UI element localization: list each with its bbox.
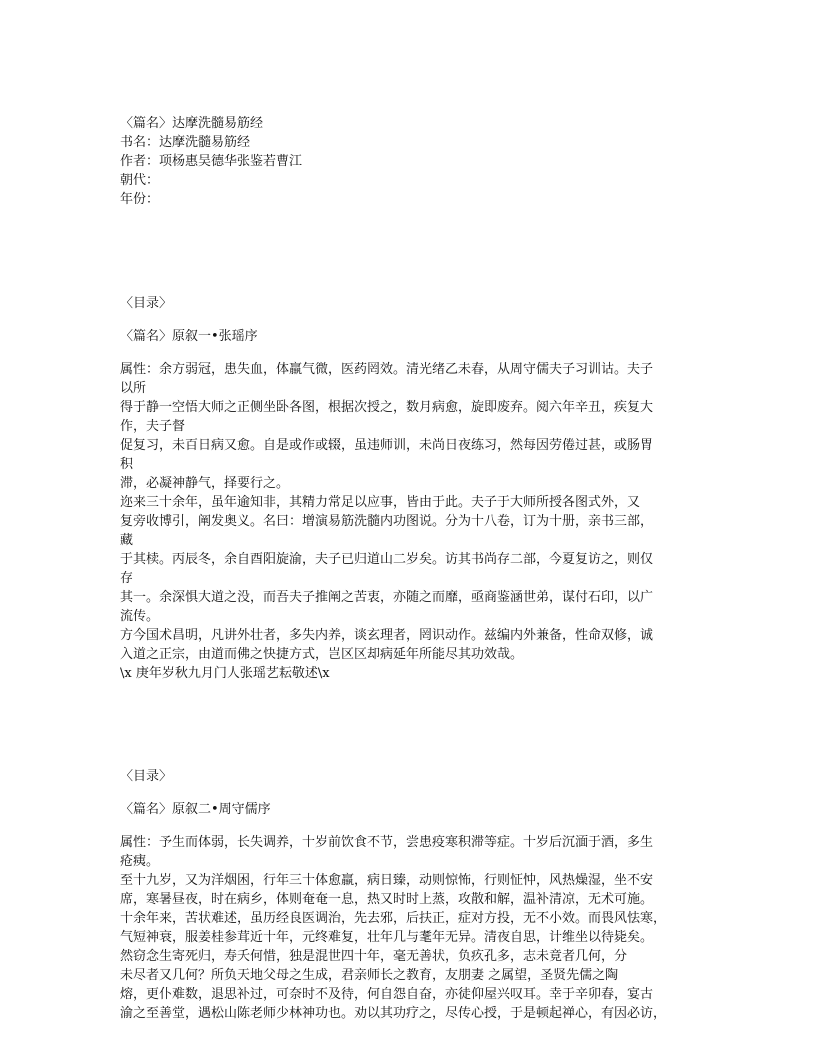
section-preface-1 bbox=[120, 294, 700, 683]
body-line: 席，寒暑昼夜，时在病乡，体则奄奄一息，热又时时上蒸，攻散和解，温补清凉，无术可施。 bbox=[120, 892, 654, 907]
section-preface-2 bbox=[120, 767, 700, 1023]
section-title: 〈篇名〉原叙二•周守儒序 bbox=[120, 802, 271, 817]
body-line: 存 bbox=[120, 571, 134, 586]
body-line: 以所 bbox=[120, 381, 147, 396]
document-page bbox=[120, 114, 700, 1023]
body-line: 未尽者又几何？所负天地父母之生成，君亲师长之教育，友朋妻 之属望，圣贤先儒之陶 bbox=[120, 968, 619, 983]
body-line: 入道之正宗，由道而佛之快捷方式，岂区区却病延年所能尽其功效哉。 bbox=[120, 647, 524, 662]
spacer bbox=[120, 819, 700, 833]
body-line: 方今国术昌明，凡讲外壮者，多失内养，谈玄理者，罔识动作。兹编内外兼备，性命双修，诚 bbox=[120, 628, 654, 643]
spacer bbox=[120, 209, 700, 294]
dynasty: 朝代： bbox=[120, 173, 160, 188]
section-body bbox=[120, 833, 700, 1023]
body-line: 然窃念生寄死归，寿夭何惜，独是混世四十年，毫无善状，负疚孔多，志未竟者几何，分 bbox=[120, 949, 628, 964]
body-line: 属性：予生而体弱，长失调养，十岁前饮食不节，尝患疫寒积滞等症。十岁后沉湎于酒，多生 bbox=[120, 835, 654, 850]
spacer bbox=[120, 786, 700, 800]
body-line: 于其椟。丙辰冬，余自酉阳旋渝，夫子已归道山二岁矣。访其书尚存二部，今夏复访之，则仅 bbox=[120, 552, 654, 567]
year: 年份： bbox=[120, 192, 160, 207]
section-body bbox=[120, 360, 700, 683]
spacer bbox=[120, 683, 700, 767]
body-line: 熔，更仆难数，退思补过，可奈时不及待，何自怨自奋，亦徒仰屋兴叹耳。幸于辛卯春，宴古 bbox=[120, 987, 654, 1002]
body-line: 属性：余方弱冠，患失血，体羸气微，医药罔效。清光绪乙未春，从周守儒夫子习训诂。夫子 bbox=[120, 362, 654, 377]
body-line: 流传。 bbox=[120, 609, 160, 624]
body-line: 迩来三十余年，虽年逾知非，其精力常足以应事，皆由于此。夫子于大师所授各图式外，又 bbox=[120, 495, 641, 510]
body-line: 滞，必凝神静气，择要行之。 bbox=[120, 476, 290, 491]
body-line: 积 bbox=[120, 457, 134, 472]
body-line: 气短神衰，服姜桂参茸近十年，元终难复，壮年几与耄年无异。清夜自思，计维坐以待毙矣。 bbox=[120, 930, 654, 945]
body-line: 复旁收博引，阐发奥义。名曰：增演易筋洗髓内功图说。分为十八卷，订为十册，亲书三部， bbox=[120, 514, 654, 529]
body-line: 其一。余深惧大道之没，而吾夫子推阐之苦衷，亦随之而靡，亟商鉴涵世弟，谋付石印，以广 bbox=[120, 590, 654, 605]
body-line: 藏 bbox=[120, 533, 134, 548]
chapter-title: 〈篇名〉达摩洗髓易筋经 bbox=[120, 116, 264, 131]
body-line: 十余年来，苦状难述，虽历经良医调治，先去邪，后扶正，症对方投，无不小效。而畏风怯寒， bbox=[120, 911, 667, 926]
toc-label: 〈目录〉 bbox=[120, 296, 173, 311]
body-line: 至十九岁，又为洋烟困，行年三十体愈羸，病日臻，动则惊怖，行则怔忡，风热燥湿，坐不安 bbox=[120, 873, 654, 888]
section-title: 〈篇名〉原叙一•张瑶序 bbox=[120, 329, 258, 344]
spacer bbox=[120, 313, 700, 327]
body-line: 促复习，未百日病又愈。自是或作或辍，虽违师训，未尚日夜练习，然每因劳倦过甚，或肠胃 bbox=[120, 438, 654, 453]
toc-label: 〈目录〉 bbox=[120, 769, 173, 784]
spacer bbox=[120, 346, 700, 360]
body-line: 作，夫子督 bbox=[120, 419, 186, 434]
body-line: 渝之至善堂，遇松山陈老师少林神功也。劝以其功疗之，尽传心授，于是顿起禅心，有因必访， bbox=[120, 1006, 667, 1021]
signature-line: \x 庚年岁秋九月门人张瑶艺耘敬述\x bbox=[120, 666, 330, 681]
book-name: 书名：达摩洗髓易筋经 bbox=[120, 135, 251, 150]
body-line: 疮痍。 bbox=[120, 854, 160, 869]
body-line: 得于静一空悟大师之正侧坐卧各图，根据次授之，数月病愈，旋即废弃。阅六年辛丑，疾复大 bbox=[120, 400, 654, 415]
document-header bbox=[120, 114, 700, 209]
author: 作者：项杨惠吴德华张鉴若曹江 bbox=[120, 154, 303, 169]
